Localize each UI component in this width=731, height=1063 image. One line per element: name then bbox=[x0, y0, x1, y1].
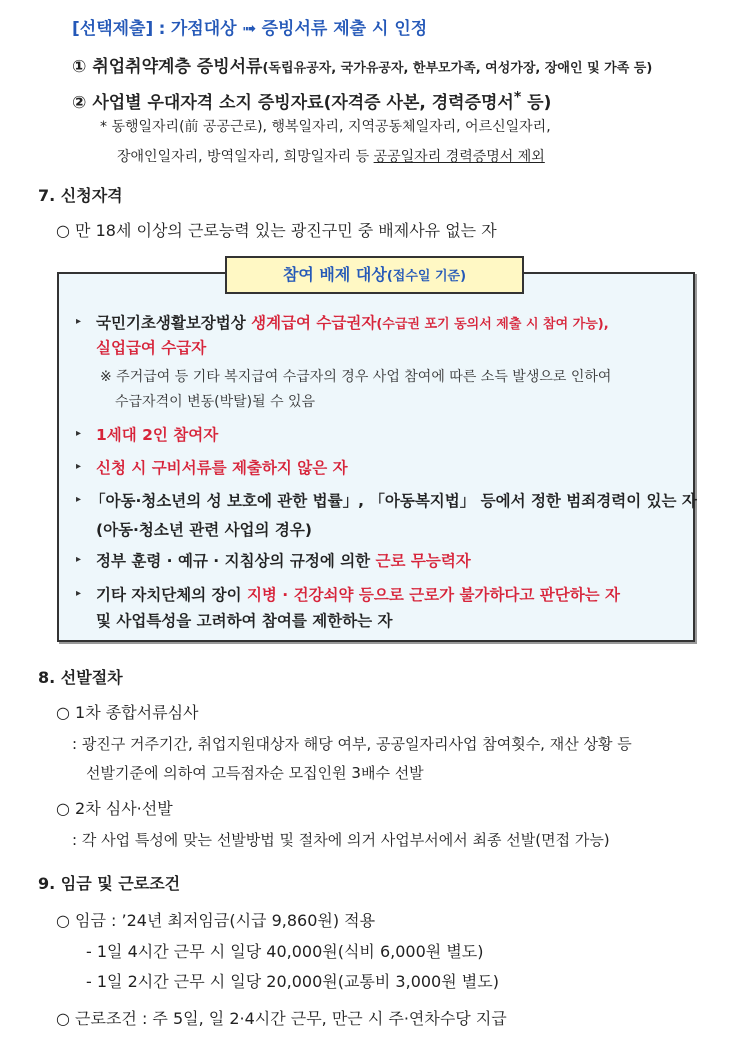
selection-item-2-end: 등) bbox=[521, 93, 552, 113]
exclusion-item-5 bbox=[96, 549, 471, 571]
exclusion-item-4-sub: (아동·청소년 관련 사업의 경우) bbox=[96, 521, 312, 539]
selection-step-2: ○ 2차 심사·선발 bbox=[56, 799, 173, 818]
bullet-icon: ▸ bbox=[76, 588, 82, 599]
selection-item-2 bbox=[72, 88, 551, 113]
exclusion-item-3: 신청 시 구비서류를 제출하지 않은 자 bbox=[96, 459, 348, 477]
bullet-icon: ▸ bbox=[76, 316, 82, 327]
selection-step-1-detail-1: : 광진구 거주기간, 취업지원대상자 해당 여부, 공공일자리사업 참여횟수, 재산 상황 등 bbox=[72, 735, 632, 753]
selection-item-1-sub: (독립유공자, 국가유공자, 한부모가족, 여성가장, 장애인 및 가족 등) bbox=[262, 61, 653, 76]
selection-step-1: ○ 1차 종합서류심사 bbox=[56, 703, 199, 722]
bullet-icon: ▸ bbox=[76, 428, 82, 439]
exclusion-item-6-cont: 및 사업특성을 고려하여 참여를 제한하는 자 bbox=[96, 612, 393, 630]
selection-tag: [선택제출] bbox=[72, 19, 154, 39]
exclusion-item-5-b: 근로 무능력자 bbox=[375, 552, 471, 570]
exclusion-note-2: 수급자격이 변동(박탈)될 수 있음 bbox=[115, 394, 316, 410]
selection-note-line-2-text: 장애인일자리, 방역일자리, 희망일자리 등 bbox=[117, 149, 374, 165]
bullet-icon: ▸ bbox=[76, 554, 82, 565]
exclusion-item-4: 「아동·청소년의 성 보호에 관한 법률」, 「아동복지법」 등에서 정한 범죄경력이 있는 자 bbox=[90, 492, 697, 510]
exclusion-item-1-cont: 실업급여 수급자 bbox=[96, 339, 207, 357]
exclusion-title-main: 참여 배제 대상 bbox=[282, 265, 387, 284]
exclusion-item-6-b: 지병 · 건강쇠약 등으로 근로가 불가하다고 판단하는 자 bbox=[246, 586, 621, 604]
exclusion-note-1: ※ 주거급여 등 기타 복지급여 수급자의 경우 사업 참여에 따른 소득 발생으로 인하여 bbox=[100, 369, 612, 385]
bullet-icon: ▸ bbox=[76, 494, 82, 505]
circled-one-icon: ① bbox=[72, 57, 87, 77]
exclusion-title-sub: (접수일 기준) bbox=[386, 269, 467, 284]
exclusion-item-5-a: 정부 훈령 · 예규 · 지침상의 규정에 의한 bbox=[96, 552, 376, 570]
wage-detail-4h: - 1일 4시간 근무 시 일당 40,000원(식비 6,000원 별도) bbox=[86, 942, 484, 961]
exclusion-item-1-c: (수급권 포기 동의서 제출 시 참여 가능), bbox=[376, 317, 609, 332]
exclusion-item-1 bbox=[96, 311, 609, 333]
selection-lead: 가점대상 bbox=[170, 19, 237, 39]
selection-step-1-detail-2: 선발기준에 의하여 고득점자순 모집인원 3배수 선발 bbox=[86, 764, 424, 782]
section-8-heading: 8. 선발절차 bbox=[38, 668, 123, 687]
selection-item-2-sup: * bbox=[513, 89, 522, 106]
wage-detail-2h: - 1일 2시간 근무 시 일당 20,000원(교통비 3,000원 별도) bbox=[86, 972, 499, 991]
exclusion-item-6 bbox=[96, 583, 620, 605]
circled-two-icon: ② bbox=[72, 93, 87, 113]
qualification-text: ○ 만 18세 이상의 근로능력 있는 광진구민 중 배제사유 없는 자 bbox=[56, 221, 497, 240]
selection-note-excluded: 공공일자리 경력증명서 제외 bbox=[373, 149, 545, 165]
selection-result: 증빙서류 제출 시 인정 bbox=[261, 19, 428, 39]
selection-item-1-main: 취업취약계층 증빙서류 bbox=[92, 57, 263, 77]
exclusion-item-1-b: 생계급여 수급권자 bbox=[251, 314, 377, 332]
exclusion-item-6-a: 기타 자치단체의 장이 bbox=[96, 586, 247, 604]
working-conditions: ○ 근로조건 : 주 5일, 일 2·4시간 근무, 만근 시 주·연차수당 지급 bbox=[56, 1009, 507, 1028]
selection-colon: : bbox=[158, 19, 166, 39]
arrow-icon: ➟ bbox=[241, 19, 257, 39]
selection-item-1 bbox=[72, 52, 652, 77]
selection-line bbox=[72, 14, 427, 39]
exclusion-item-2: 1세대 2인 참여자 bbox=[96, 426, 219, 444]
wage-line: ○ 임금 : ’24년 최저임금(시급 9,860원) 적용 bbox=[56, 911, 376, 930]
selection-item-2-main: 사업별 우대자격 소지 증빙자료(자격증 사본, 경력증명서 bbox=[92, 93, 514, 113]
selection-note-line-1: * 동행일자리(前 공공근로), 행복일자리, 지역공동체일자리, 어르신일자리, bbox=[100, 119, 551, 135]
selection-note-line-2 bbox=[117, 146, 545, 166]
bullet-icon: ▸ bbox=[76, 461, 82, 472]
section-9-heading: 9. 임금 및 근로조건 bbox=[38, 874, 181, 893]
section-7-heading: 7. 신청자격 bbox=[38, 186, 123, 205]
exclusion-box-title bbox=[225, 256, 524, 294]
selection-step-2-detail: : 각 사업 특성에 맞는 선발방법 및 절차에 의거 사업부서에서 최종 선발(면접 가능) bbox=[72, 831, 610, 849]
exclusion-item-1-a: 국민기초생활보장법상 bbox=[96, 314, 252, 332]
